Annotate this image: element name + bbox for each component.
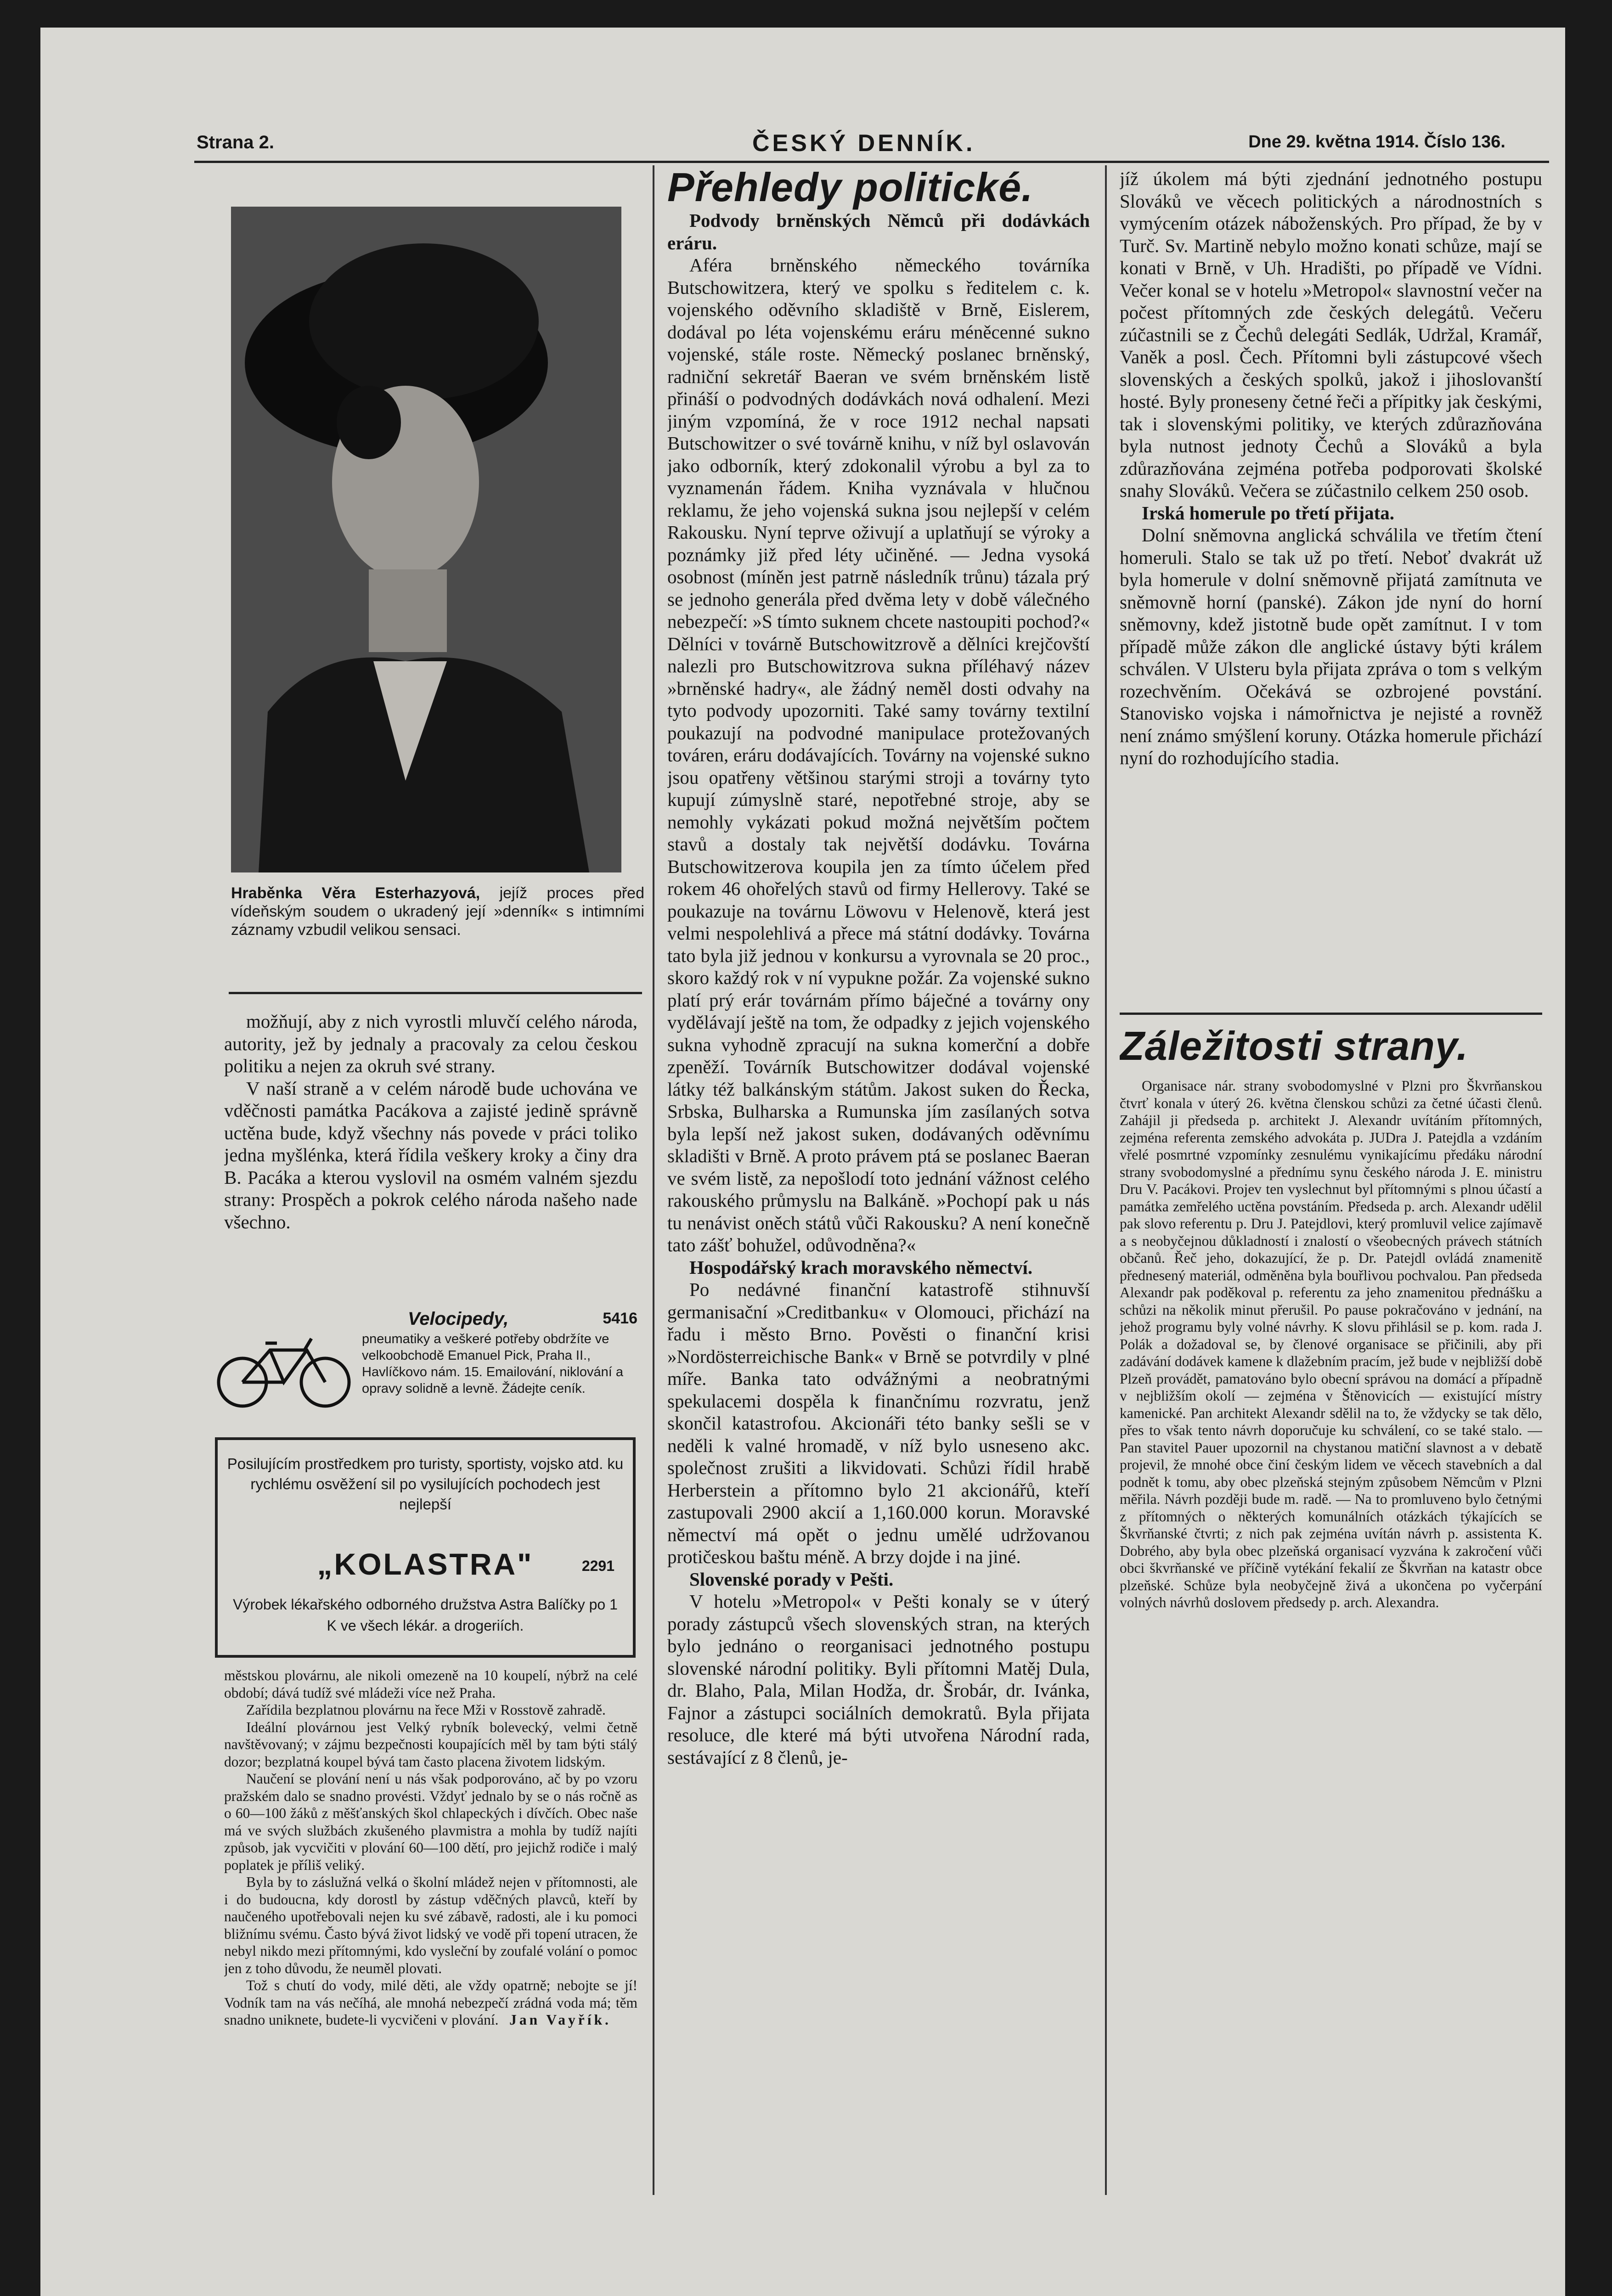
header-rule — [194, 161, 1549, 163]
ad-text: pneumatiky a veškeré potřeby obdržíte ve velkoobchodě Emanuel Pick, Praha II., Havlíčkovo nám. 15. Emailování, niklování a opravy solidně a levně. Žádejte ceník. — [362, 1332, 623, 1396]
paragraph: Byla by to záslužná velká o školní mládež nejen v přítomnosti, ale i do budoucna, kdy dorostl by zástup vděčných plavců, kteří by naučeného upotřebovali nejen ku své zábavě, radosti, ale i ku pomoci bližnímu svému. Často bývá život lidský ve vodě při topení utracen, že nebyl nikdo mezi přítomnými, kdo vysleční by zoufalé volání o pomoc jen z toho důvodu, že neuměl plovati. — [224, 1874, 637, 1976]
ad-code: 2291 — [581, 1558, 614, 1574]
page-number: Strana 2. — [197, 132, 274, 152]
column-rule-2 — [1105, 165, 1107, 2195]
ad-title: Velocipedy, — [408, 1309, 509, 1329]
column-rule-1 — [653, 165, 654, 2195]
article-subtitle: Hospodářský krach moravského němectví. — [689, 1256, 1033, 1278]
newspaper-page — [40, 28, 1565, 2296]
paragraph — [224, 1977, 637, 2029]
ad-text-bottom: Výrobek lékařského odborného družstva Astra Balíčky po 1 K ve všech lékár. a drogeriích. — [233, 1596, 618, 1634]
paragraph: Ideální plovárnou jest Velký rybník bolevecký, velmi četně navštěvovaný; v zájmu bezpečnosti koupajících měl by tam býti stálý dozor; bezplatná koupel bývá tam často placena životem lidským. — [224, 1719, 637, 1770]
page-header — [197, 132, 1565, 160]
article-subtitle: Irská homerule po třetí přijata. — [1142, 502, 1394, 523]
paragraph: Dolní sněmovna anglická schválila ve třetím čtení homeruli. Stalo se tak už po třetí. Neboť dvakrát už byla homerule v dolní sněmovně přijatá zamítnuta ve sněmovně horní (panské). Zákon jde nyní do horní sněmovny, kdež jistotně bude opět zamítnut. I v tom případě může zákon dle anglické ústavy býti králem schválen. V Ulsteru byla přijata zpráva o tom s velkým rozechvěním. Očekává se ozbrojené povstání. Stanovisko vojska i námořnictva je nejisté a rovněž není známo smýšlení koruny. Otázka homerule přichází nyní do rozhodujícího stadia. — [1120, 524, 1542, 768]
paragraph-text: Tož s chutí do vody, milé děti, ale vždy opatrně; nebojte se jí! Vodník tam na vás nečíhá, ale mnohá nebezpečí zrádná voda má; těm snadno uniknete, budete-li vycvičeni v plování. — [224, 1977, 637, 2028]
paragraph: městskou plovárnu, ale nikoli omezeně na 10 koupelí, nýbrž na celé období; dává tudíž své mládeži více než Praha. — [224, 1667, 637, 1701]
column-1-small-text — [224, 1667, 637, 2209]
caption-name: Hraběnka Věra Esterhazyová, — [231, 884, 480, 902]
portrait-illustration — [231, 207, 621, 872]
paragraph: V hotelu »Metropol« v Pešti konaly se v úterý porady zástupců všech slovenských stran, na kterých bylo jednáno o reorganisaci jednotného postupu slovenské národní politiky. Byli přítomni Matěj Dula, dr. Blaho, Pala, Milan Hodža, dr. Šrobár, dr. Ivánka, Fajnor a zástupci sociálních demokratů. Byla přijata resoluce, dle které má býti utvořena Národní rada, sestávající z 8 členů, je- — [667, 1591, 1090, 1768]
author-signature: Jan Vayřík. — [509, 2012, 611, 2028]
bicycle-advertisement — [215, 1309, 637, 1433]
issue-date: Dne 29. května 1914. Číslo 136. — [1248, 132, 1505, 152]
column-3-party-affairs — [1120, 1024, 1542, 2204]
article-subtitle: Slovenské porady v Pešti. — [689, 1568, 894, 1590]
paragraph: Aféra brněnského německého továrníka Butschowitzera, který ve spolku s ředitelem c. k. vojenského oděvního skladiště v Brně, Eislerem, dodával po léta vojenskému eráru méněcenné sukno vojenské, stále roste. Německý poslanec brněnský, radniční sekretář Baeran ve svém brněnském listě přináší o podvodných dodávkách nová odhalení. Mezi jiným vzpomíná, že v roce 1912 nechal napsati Butschowitzer o své továrně knihu, v níž byl oslavován jako odborník, který zdokonalil výrobu a byl za to vyznamenán řádem. Kniha vyznávala v hlučnou reklamu, že jeho vojenská sukna jsou nejlepší v celém Rakousku. Nyní teprve oživují a uplatňují se výroky a poznámky již před léty učiněné. — Jedna vysoká osobnost (míněn jest patrně následník trůnu) tázala prý se jednoho generála před dvěma lety v době válečného nebezpečí: »S tímto suknem chcete nastoupiti pochod?« Dělníci v továrně Butschowitzrově a dělníci krejčovští nalezli pro Butschowitzrova sukna příléhavý název »brněnské hadry«, ale žádný neměl dosti odvahy na tyto podvody upozorniti. Také samy továrny textilní poukazují na podvodné manipulace protežovaných továren, eráru dodávajících. Továrny na vojenské sukno jsou opatřeny většinou starými stroji a továrny tyto kupují zúmyslně staré, nepotřebné stroje, aby se nemohly vykázati pokud možná největším počtem stavů a dostaly tak největší dodávku. Továrna Butschowitzerova koupila jen za tímto účelem před rokem 46 ohořelých stavů od firmy Hellerovy. Také se poukazuje na továrnu Löwovu v Helenově, která jest velmi nespolehlivá a přece má státní dodávky. Továrna tato byla již jednou v konkursu a vyrovnala se 20 proc., skoro každý rok v ní vypukne požár. Za vojenské sukno platí prý erár továrnám přímo báječné a továrny ony vydělávají ještě na tom, že odpadky z jejich vojenského sukna vyhodně zpracují na sukna komerční a dobře zpeněží. Továrník Butschowitzer dodával vojenské látky též balkánským státům. Jakost suken do Řecka, Srbska, Bulharska a Rumunska jím zasílaných sotva byla lepší než jakost suken, dodávaných oděvnímu skladišti v Brně. A proto právem ptá se poslanec Baeran ve svém listě, za nepošlodí toto jednání vážnost celého rakouského průmyslu na Balkáně. »Pochopí pak u nás tu nenávist oněch států vůči Rakousku? A není konečně tato zášť bohužel, odůvodněna?« — [667, 254, 1090, 1255]
kolastra-advertisement — [215, 1437, 636, 1658]
column-2 — [667, 165, 1090, 2195]
paragraph: Po nedávné finanční katastrofě stihnuvší germanisační »Creditbanku« v Olomouci, přichází na řadu i město Brno. Pověsti o finanční krisi »Nordösterreichische Bank« v Brně se potvrdily v plné míře. Banka tato odvážnými a neobratnými spekulacemi dospěla k finančnímu rozvratu, jenž skončil katastrofou. Akcionáři této banky sešli se v neděli k valné hromadě, v níž bylo usneseno akc. společnost zrušiti a likvidovati. Schůzi řídil hrabě Herberstein a přítomno bylo 21 akcionářů, kteří zastupovali 2900 akcií a 1,160.000 korun. Moravské němectví má opět o jednu umělé udržovanou protičeskou baštu méně. A brzy dojde i na jiné. — [667, 1279, 1090, 1567]
paragraph: Naučení se plování není u nás však podporováno, ač by po vzoru pražském dalo se snadno provésti. Vždyť jednalo by se o nás ročně as o 60—100 žáků z měšťanských škol chlapeckých i dívčích. Obec naše má ve svých službách zkušeného plavmistra a mohla by tudíž najíti způsob, jak vycvičiti v plování 60—100 dětí, pro jejichž rodiče i malý poplatek je příliš veliký. — [224, 1771, 637, 1873]
column-3 — [1120, 168, 1542, 994]
masthead: ČESKÝ DENNÍK. — [752, 130, 975, 157]
party-report — [1120, 1077, 1542, 1611]
caption-rule — [229, 992, 642, 994]
paragraph: Organisace nár. strany svobodomyslné v Plzni pro Škvrňanskou čtvrť konala v úterý 26. května členskou schůzi za četné účasti členů. Zahájil ji předseda p. architekt J. Alexandr uvítáním přítomných, zejména referenta zemského advokáta p. JUDra J. Patejdla a vzdáním vřelé posmrtné vzpomínky zesnulému vynikajícímu předáku národní strany svobodomyslné a přednímu synu českého národa J. E. ministru Dru V. Pacákovi. Projev ten vyslechnut byl přítomnými s plnou účastí a památka zemřelého uctěna povstáním. Předseda p. arch. Alexandr udělil pak slovo referentu p. Dru J. Patejdlovi, který promluvil velice zajímavě a s neobyčejnou důkladností i znalostí o všeobecných právech státních občanů. Řeč jeho, dokazující, že p. Dr. Patejdl ovládá znamenitě přednesený materiál, odměněna byla bouřlivou pochvalou. Pan předseda Alexandr pak poděkoval p. referentu za jeho znamenitou přednášku a schůzi na několik minut přerušil. Po pause pokračováno v jednání, na jehož programu byly volné návrhy. K slovu přihlásil se p. kom. rada J. Polák a dožadoval se, by členové organisace se přičinili, aby při zadávání dodávek kamene k dlažebním pracím, jež bude v nejbližší době Plzeň provádět, pamatováno bylo obecní správou na domácí a případně v nejbližším okolí — zejména v Štěnovicích — existující místry kamenické. Pan architekt Alexandr sdělil na to, že vždycky se tak dělo, přes to však tento návrh doporučuje ku schválení, co se také stalo. — Pan stavitel Pauer upozornil na chystanou matiční slavnost a v debatě projevil, že mnohé obce činí českým lidem ve věcech stavebních a dal podnět k tomu, aby obec plzeňská stejným způsobem Němcům v Plzni měřila. Návrh později bude m. radě. — Na to promluveno bylo četnými z přítomných o některých komunálních otázkách týkajících se Škvrňanské čtvrti; z nich pak zejména uvítán návrh p. assistenta K. Dobrého, aby byla obec plzeňská organisací vyzvána k zakročení vůči obci škvrňanské ve příčině vytékání fekalií ze Škvrňan na katastr obce plzeňské. Schůze byla neobyčejně živá a ukončena po vyčerpání volných návrhů doslovem předsedy p. arch. Alexandra. — [1120, 1078, 1542, 1610]
caption-text: jejíž proces před vídeňským soudem o ukradený její »denník« s intimními záznamy vzbudil velikou sensaci. — [231, 884, 644, 939]
ad-brand: „KOLASTRA" — [317, 1547, 534, 1581]
bicycle-icon — [215, 1327, 353, 1410]
article-subtitle: Podvody brněnských Němců při dodávkách eráru. — [667, 210, 1090, 253]
portrait-photo — [231, 207, 621, 872]
paragraph: možňují, aby z nich vyrostli mluvčí celého národa, autority, jež by jednaly a pracovaly za celou českou politiku a nejen za okruh své strany. — [224, 1011, 637, 1076]
section-rule — [1120, 1013, 1542, 1015]
section-title-political: Přehledy politické. — [667, 165, 1033, 210]
paragraph: V naší straně a v celém národě bude uchována ve vděčnosti památka Pacákova a zajisté jedině správně uctěna bude, když všechny nás povede v práci toliko jedna myšlénka, která řídila veškery kroky a činy dra B. Pacáka a kterou vyslovil na osmém valném sjezdu strany: Prospěch a pokrok celého národa našeho nade všechno. — [224, 1077, 637, 1232]
column-1-body — [224, 1010, 637, 1304]
paragraph: Zařídila bezplatnou plovárnu na řece Mži v Rosstově zahradě. — [246, 1702, 606, 1718]
section-title-party: Záležitosti strany. — [1120, 1024, 1469, 1069]
ad-text-top: Posilujícím prostředkem pro turisty, sportisty, vojsko atd. ku rychlému osvěžení sil po vysilujících pochodech jest nejlepší — [227, 1455, 624, 1513]
ad-code: 5416 — [603, 1310, 637, 1327]
photo-caption — [231, 884, 644, 939]
paragraph: jíž úkolem má býti zjednání jednotného postupu Slováků ve věcech politických a národnostních s vymýcením otázek náboženských. Pro případ, že by v Turč. Sv. Martině nebylo možno konati schůze, mají se konati v Brně, v Uh. Hradišti, po případě ve Vídni. Večer konal se v hotelu »Metropol« slavnostní večer na počest přítomných zde českých delegátů. Večeru zúčastnili se z Čechů delegáti Sedlák, Udržal, Kramář, Vaněk a posl. Čech. Přítomni byli zástupcové všech slovenských a českých spolků, jakož i jihoslovanští hosté. Byly proneseny četné řeči a přípitky jak českými, tak i slovenskými politiky, ve kterých zdůrazňována byla nutnost jednoty Čechů a Slováků a byla zdůrazňována zejména potřeba podporovati školské snahy Slováků. Večera se zúčastnilo celkem 250 osob. — [1120, 168, 1542, 501]
